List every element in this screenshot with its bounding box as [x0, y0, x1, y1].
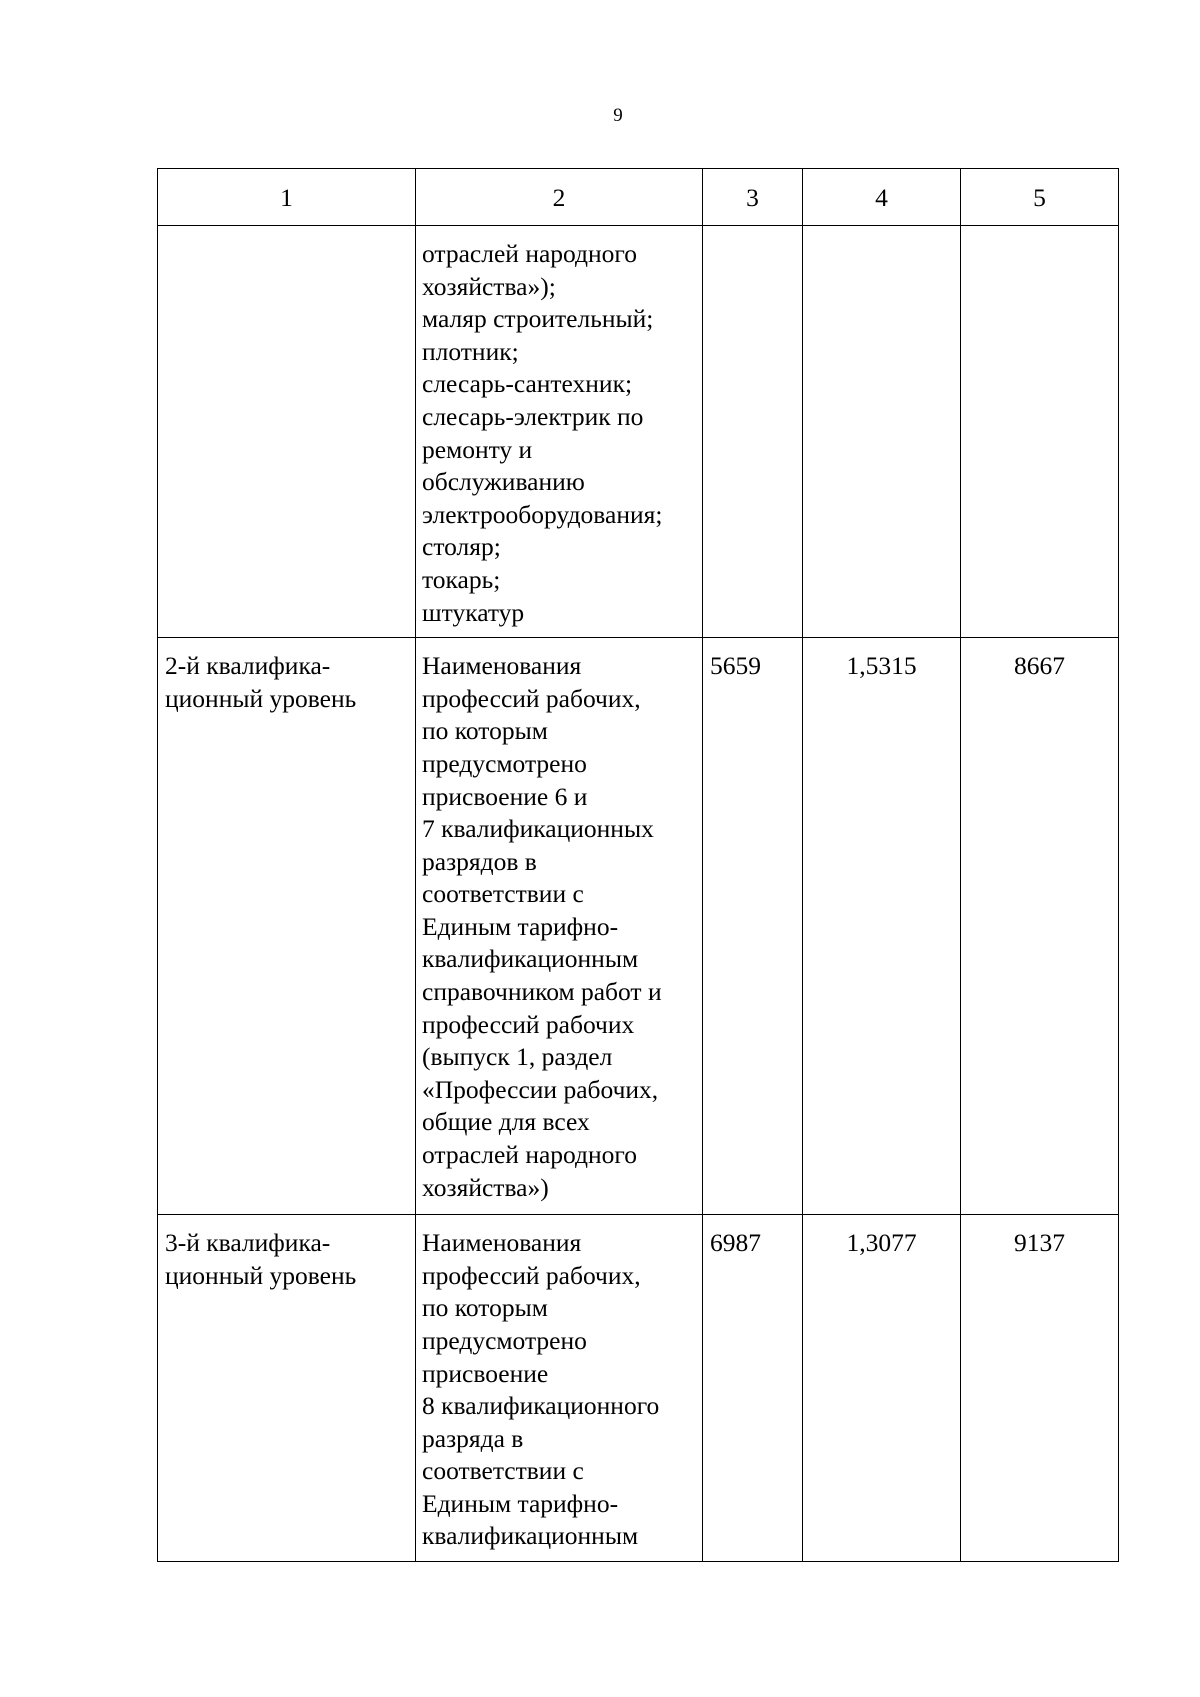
header-cell-1: 1 [158, 169, 416, 226]
professions-line: профессий рабочих [422, 1009, 635, 1039]
total-salary-cell: 8667 [961, 638, 1119, 1215]
professions-line: квалификационным [422, 1521, 639, 1551]
professions-line: разряда в [422, 1423, 524, 1453]
professions-cell [416, 638, 703, 1215]
professions-line: соответствии с [422, 1456, 584, 1486]
professions-line: столяр; [422, 532, 501, 562]
tariff-table [157, 168, 1119, 1562]
professions-line: профессий рабочих, [422, 683, 641, 713]
professions-cell [416, 1215, 703, 1562]
professions-line: токарь; [422, 564, 501, 594]
page-number: 9 [613, 105, 623, 126]
professions-line: разрядов в [422, 846, 537, 876]
qualification-level-cell [158, 226, 416, 638]
professions-cell [416, 226, 703, 638]
professions-line: соответствии с [422, 879, 584, 909]
professions-line: ремонту и [422, 434, 533, 464]
salary-cell: 5659 [703, 638, 803, 1215]
professions-line: хозяйства»); [422, 271, 556, 301]
qualification-level-line: ционный уровень [165, 1260, 357, 1290]
professions-line: хозяйства») [422, 1172, 549, 1202]
professions-line: 7 квалификационных [422, 814, 654, 844]
professions-line: обслуживанию [422, 467, 585, 497]
professions-line: Единым тарифно- [422, 911, 619, 941]
coefficient-cell [803, 226, 961, 638]
professions-line: по которым [422, 1293, 548, 1323]
qualification-level-line: ционный уровень [165, 683, 357, 713]
professions-line: Наименования [422, 1228, 582, 1258]
professions-line: предусмотрено [422, 748, 587, 778]
qualification-level-line: 3-й квалифика- [165, 1228, 331, 1258]
professions-line: штукатур [422, 597, 525, 627]
professions-line: «Профессии рабочих, [422, 1074, 659, 1104]
professions-line: отраслей народного [422, 239, 637, 268]
qualification-level-line: 2-й квалифика- [165, 651, 331, 681]
header-cell-5: 5 [961, 169, 1119, 226]
professions-line: плотник; [422, 336, 519, 366]
table-row [158, 1215, 1119, 1562]
professions-line: (выпуск 1, раздел [422, 1042, 613, 1072]
professions-line: Наименования [422, 651, 582, 681]
professions-line: маляр строительный; [422, 304, 654, 334]
salary-cell [703, 226, 803, 638]
coefficient-cell: 1,3077 [803, 1215, 961, 1562]
header-cell-3: 3 [703, 169, 803, 226]
professions-line: присвоение [422, 1358, 549, 1388]
professions-line: слесарь-сантехник; [422, 369, 633, 399]
professions-line: профессий рабочих, [422, 1260, 641, 1290]
professions-line: предусмотрено [422, 1325, 587, 1355]
professions-line: 8 квалификационного [422, 1391, 660, 1421]
header-cell-4: 4 [803, 169, 961, 226]
professions-line: присвоение 6 и [422, 781, 588, 811]
professions-line: общие для всех [422, 1107, 590, 1137]
professions-line: Единым тарифно- [422, 1488, 619, 1518]
professions-line: по которым [422, 716, 548, 746]
total-salary-cell [961, 226, 1119, 638]
total-salary-cell: 9137 [961, 1215, 1119, 1562]
table-row [158, 638, 1119, 1215]
professions-line: справочником работ и [422, 977, 662, 1007]
professions-line: электрооборудования; [422, 499, 663, 529]
table-header-row [158, 169, 1119, 226]
table-row [158, 226, 1119, 638]
qualification-level-cell [158, 1215, 416, 1562]
coefficient-cell: 1,5315 [803, 638, 961, 1215]
professions-line: отраслей народного [422, 1140, 637, 1170]
professions-line: квалификационным [422, 944, 639, 974]
salary-cell: 6987 [703, 1215, 803, 1562]
header-cell-2: 2 [416, 169, 703, 226]
professions-line: слесарь-электрик по [422, 401, 644, 431]
qualification-level-cell [158, 638, 416, 1215]
